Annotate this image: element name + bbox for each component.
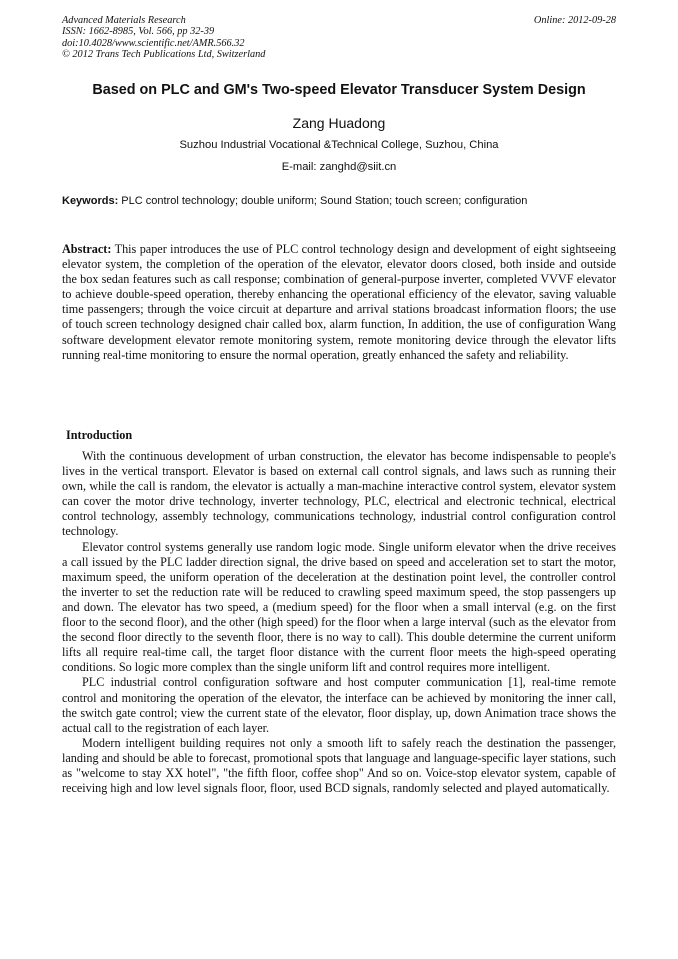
author-name: Zang Huadong [292,115,386,131]
author-affiliation: Suzhou Industrial Vocational &Technical College, Suzhou, China [179,139,499,151]
journal-name: Advanced Materials Research [62,15,186,26]
journal-header [62,15,616,61]
paragraph: With the continuous development of urban construction, the elevator has become indispensable to people's lives in the vertical transport. Elevator is based on external call control signals, and laws such as running their own, while the call is random, the elevator is actually a man-machine interactive control system, elevator system can cover the motor drive technology, inverter technology, PLC, electrical and electronic technical, electrical control technology, assembly technology, communications technology, industrial control configuration control technology. [62,449,616,539]
copyright-line: © 2012 Trans Tech Publications Ltd, Switzerland [62,49,266,61]
issn-line: ISSN: 1662-8985, Vol. 566, pp 32-39 [62,26,215,38]
paragraph: Elevator control systems generally use random logic mode. Single uniform elevator when the drive receives a call issued by the PLC ladder direction signal, the drive based on speed and acceleration set to start the motor, maximum speed, the uniform operation of the deceleration at the destination point level, the controller control the inverter to set the reduction rate will be reduced to crawling speed maximum speed, the stop passengers up and down. The elevator has two speed, a (medium speed) for the floor when a small interval (e.g. on the first floor to the second floor), and the other (high speed) for the floor when a large interval (such as the elevator from the second floor directly to the seventh floor, there is no way to call). This double determine the current uniform lifts all require real-time call, the target floor distance with the current floor meets the high-speed operating conditions. So logic more complex than the single uniform lift and control requires more intelligent. [62,539,616,675]
abstract [62,242,616,363]
keywords-label: Keywords: [62,195,119,207]
abstract-text: This paper introduces the use of PLC control technology design and development of eight sightseeing elevator system, the completion of the operation of the elevator, elevator doors closed, both inside and outside the box sedan features such as call response; combination of general-purpose inverter, completed VVVF elevator to achieve double-speed operation, thereby enhancing the operational efficiency of the elevator, saving valuable time passengers; through the voice circuit at departure and arrival stations broadcast information floors; the use of touch screen technology designed chair called box, alarm function, In addition, the use of configuration Wang software development elevator remote monitoring system, remote monitoring device through the elevator lifts running real-time monitoring to ensure the normal operation, greatly enhanced the safety and reliability. [62,242,616,362]
doi-line: doi:10.4028/www.scientific.net/AMR.566.32 [62,37,245,49]
abstract-label: Abstract: [62,242,112,256]
author-email: E-mail: zanghd@siit.cn [281,161,397,173]
paper-title: Based on PLC and GM's Two-speed Elevator Transducer System Design [92,82,586,98]
online-date: Online: 2012-09-28 [533,15,616,26]
introduction-body [62,449,616,796]
keywords [62,194,616,209]
paragraph: PLC industrial control configuration software and host computer communication [1], real-time remote control and monitoring the operation of the elevator, the interface can be achieved by monitoring the inner call, the switch gate control; view the current state of the elevator, floor display, up, down Animation trace shows the actual call to the registration of each layer. [62,675,616,735]
keywords-text: PLC control technology; double uniform; Sound Station; touch screen; configuration [118,195,528,207]
paragraph: Modern intelligent building requires not only a smooth lift to safely reach the destination the passenger, landing and should be able to forecast, promotional spots that language and language-specific layer stations, such as "welcome to stay XX hotel", "the fifth floor, coffee shop" And so on. Voice-stop elevator system, capable of receiving high and low level signals floor, floor, used BCD signals, randomly selected and played automatically. [62,735,616,796]
section-heading-introduction: Introduction [66,428,133,442]
